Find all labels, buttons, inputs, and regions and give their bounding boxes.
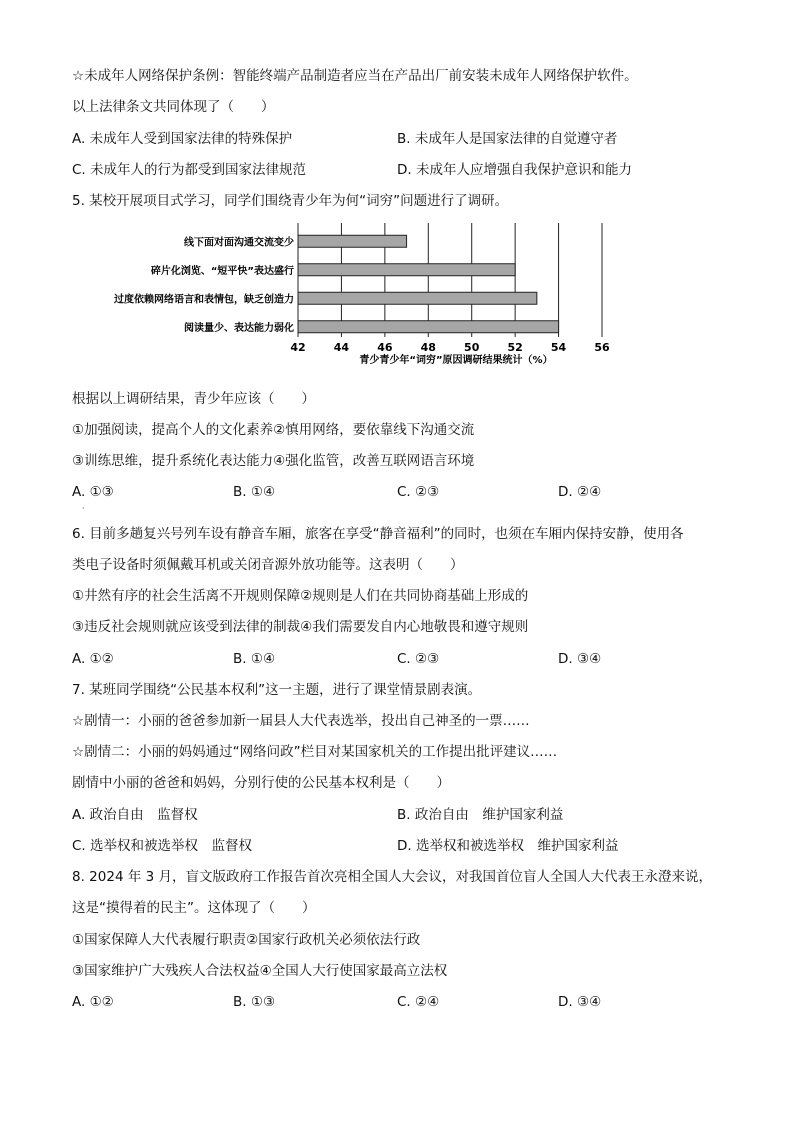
chart-category-label: 阅读量少、表达能力弱化 — [184, 322, 294, 334]
q7-option-c: C. 选举权和被选举权 监督权 — [72, 838, 253, 854]
q8-option-c: C. ②④ — [397, 994, 440, 1010]
chart-bar — [298, 321, 559, 333]
q4-stem: 以上法律条文共同体现了（ ） — [72, 99, 275, 115]
chart-bar — [298, 264, 515, 276]
q5-item-1: ①加强阅读，提高个人的文化素养②慎用网络，要依靠线下沟通交流 — [72, 422, 475, 438]
chart-tick-label: 56 — [594, 341, 610, 354]
q5-option-a: A. ①③ — [72, 484, 114, 500]
q5-question: 根据以上调研结果，青少年应该（ ） — [72, 391, 315, 407]
q8-item-1: ①国家保障人大代表履行职责②国家行政机关必须依法行政 — [72, 932, 421, 948]
chart-tick-label: 44 — [333, 341, 350, 354]
q8-stem-line-1: 8. 2024 年 3 月，盲文版政府工作报告首次亮相全国人大会议，对我国首位盲人全国人大代表王永澄来说， — [72, 869, 712, 885]
q8-stem-line-2: 这是“摸得着的民主”。这体现了（ ） — [72, 900, 316, 916]
q5-item-2: ③训练思维，提升系统化表达能力④强化监管，改善互联网语言环境 — [72, 453, 475, 469]
chart-tick-label: 52 — [507, 341, 523, 354]
chart-tick-label: 50 — [464, 341, 480, 354]
q7-question: 剧情中小丽的爸爸和妈妈，分别行使的公民基本权利是（ ） — [72, 775, 450, 791]
stray-mark: · — [82, 504, 85, 513]
chart-tick-label: 48 — [420, 341, 436, 354]
q7-option-a: A. 政治自由 监督权 — [72, 807, 198, 823]
q8-option-d: D. ③④ — [558, 994, 602, 1010]
chart-x-axis-label: 青少青少年“词穷”原因调研结果统计（%） — [359, 355, 553, 366]
q6-item-2: ③违反社会规则就应该受到法律的制裁④我们需要发自内心地敬畏和遵守规则 — [72, 619, 529, 635]
q6-option-c: C. ②③ — [397, 651, 440, 667]
q4-option-a: A. 未成年人受到国家法律的特殊保护 — [72, 131, 293, 147]
q4-option-b: B. 未成年人是国家法律的自觉遵守者 — [397, 131, 618, 147]
chart-category-labels — [113, 235, 294, 334]
chart-category-label: 碎片化浏览、“短平快”表达盛行 — [150, 265, 294, 277]
q6-stem-line-1: 6. 目前多趟复兴号列车设有静音车厢，旅客在享受“静音福利”的同时，也须在车厢内保持安静，使用各 — [72, 526, 684, 542]
q6-option-b: B. ①④ — [233, 651, 276, 667]
q6-option-a: A. ①② — [72, 651, 114, 667]
q7-stem: 7. 某班同学围绕“公民基本权利”这一主题，进行了课堂情景剧表演。 — [72, 682, 482, 698]
q7-scene-1: ☆剧情一：小丽的爸爸参加新一届县人大代表选举，投出自己神圣的一票…… — [72, 713, 530, 729]
q7-option-d: D. 选举权和被选举权 维护国家利益 — [397, 838, 619, 854]
q5-option-b: B. ①④ — [233, 484, 276, 500]
chart-bar — [298, 235, 407, 247]
q6-stem-line-2: 类电子设备时须佩戴耳机或关闭音源外放功能等。这表明（ ） — [72, 557, 464, 573]
q7-option-b: B. 政治自由 维护国家利益 — [397, 807, 564, 823]
chart-tick-label: 46 — [377, 341, 393, 354]
chart-tick-label: 54 — [550, 341, 567, 354]
q7-scene-2: ☆剧情二：小丽的妈妈通过“网络问政”栏目对某国家机关的工作提出批评建议…… — [72, 744, 558, 760]
q5-option-d: D. ②④ — [558, 484, 602, 500]
chart-tick-label: 42 — [290, 341, 306, 354]
q5-option-c: C. ②③ — [397, 484, 440, 500]
chart-category-label: 线下面对面沟通交流变少 — [184, 237, 294, 249]
q4-option-c: C. 未成年人的行为都受到国家法律规范 — [72, 162, 307, 178]
q6-option-d: D. ③④ — [558, 651, 602, 667]
chart-category-label: 过度依赖网络语言和表情包，缺乏创造力 — [114, 294, 294, 306]
chart-bar — [298, 292, 537, 304]
q4-law-text: ☆未成年人网络保护条例：智能终端产品制造者应当在产品出厂前安装未成年人网络保护软件。 — [72, 68, 638, 84]
q8-option-a: A. ①② — [72, 994, 114, 1010]
q6-item-1: ①井然有序的社会生活离不开规则保障②规则是人们在共同协商基础上形成的 — [72, 588, 529, 604]
q4-option-d: D. 未成年人应增强自我保护意识和能力 — [397, 162, 632, 178]
q8-option-b: B. ①③ — [233, 994, 276, 1010]
chart-tick-labels — [290, 341, 610, 354]
q8-item-2: ③国家维护广大残疾人合法权益④全国人大行使国家最高立法权 — [72, 963, 448, 979]
q5-stem: 5. 某校开展项目式学习，同学们围绕青少年为何“词穷”问题进行了调研。 — [72, 193, 509, 209]
survey-bar-chart — [72, 220, 632, 370]
